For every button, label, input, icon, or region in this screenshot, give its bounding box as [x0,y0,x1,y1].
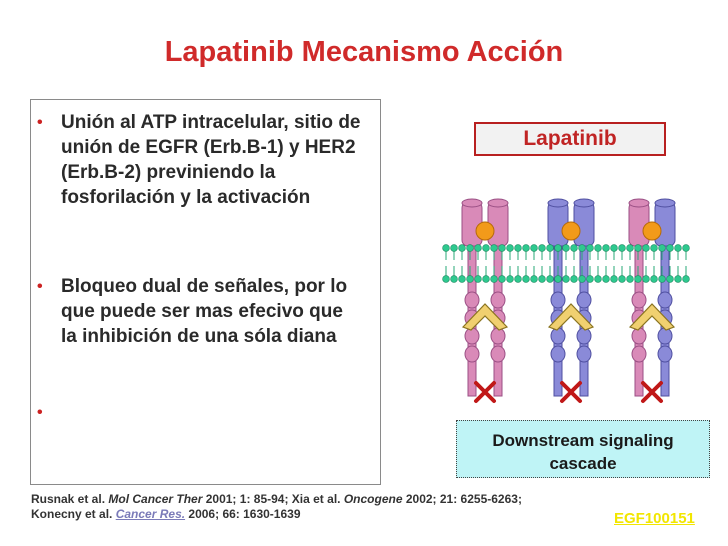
lipid-head [523,276,530,283]
kinase-domain [632,292,646,308]
lipid-head [675,245,682,252]
kinase-domain [465,346,479,362]
blocked-x-icon [643,383,661,401]
lipid-head [547,245,554,252]
lipid-head [531,245,538,252]
lipid-head [499,276,506,283]
lipid-head [443,276,450,283]
bullet-dot-icon: • [37,114,43,131]
cell-membrane [443,245,690,283]
lipid-head [499,245,506,252]
lipid-head [507,245,514,252]
bullet-text: Bloqueo dual de señales, por lo que puede ser mas efecivo que la inhibición de una sóla diana [61,276,348,347]
kinase-domain [491,346,505,362]
lipid-head [571,245,578,252]
lipid-head [611,276,618,283]
receptor-cap [462,199,482,207]
lipid-head [523,245,530,252]
reference-line-2 [31,507,631,522]
lipid-head [467,245,474,252]
downstream-line2: cascade [549,454,617,473]
lipid-head [579,276,586,283]
references [31,492,631,522]
ref-text: Konecny et al. [31,507,116,521]
kinase-domain [632,346,646,362]
atp-binding-site-icon [643,222,661,240]
lipid-head [603,245,610,252]
lipid-head [451,245,458,252]
ref-journal: Oncogene [343,492,403,506]
lipid-head [515,245,522,252]
lipid-head [555,276,562,283]
lipid-head [627,276,634,283]
lipid-head [675,276,682,283]
ref-text: 2002; 21: 6255-6263; [402,492,522,506]
lipid-head [659,245,666,252]
lipid-head [563,245,570,252]
lipid-head [635,245,642,252]
lipid-head [643,276,650,283]
kinase-domain [491,292,505,308]
kinase-domain [577,328,591,344]
kinase-domain [465,328,479,344]
downstream-box [456,420,710,478]
receptor-cap [574,199,594,207]
lipid-head [451,276,458,283]
kinase-domain [551,328,565,344]
ref-journal: Mol Cancer Ther [108,492,203,506]
lipid-head [595,245,602,252]
receptor-cap [655,199,675,207]
kinase-domain [491,328,505,344]
lipid-head [483,245,490,252]
lipid-head [595,276,602,283]
lipid-head [651,245,658,252]
kinase-domain [465,292,479,308]
downstream-line1: Downstream signaling [492,431,674,450]
lipid-head [603,276,610,283]
atp-binding-site-icon [562,222,580,240]
lipid-head [459,245,466,252]
atp-binding-site-icon [476,222,494,240]
kinase-domain [551,346,565,362]
lipid-head [483,276,490,283]
lipid-head [579,245,586,252]
lipid-head [475,276,482,283]
blocked-x-icon [562,383,580,401]
reference-link[interactable]: Cancer Res. [115,507,186,521]
lipid-head [515,276,522,283]
receptor-cap [629,199,649,207]
lipid-head [619,245,626,252]
slide-code: EGF100151 [614,510,695,527]
lipid-head [539,276,546,283]
lipid-head [475,245,482,252]
lipid-head [667,245,674,252]
ref-text: Rusnak et al. [31,492,109,506]
lipid-head [459,276,466,283]
lipid-head [683,245,690,252]
lipid-head [491,276,498,283]
slide-title: Lapatinib Mecanismo Acción [164,36,564,68]
lipid-head [635,276,642,283]
lipid-head [571,276,578,283]
lipid-head [627,245,634,252]
lipid-head [659,276,666,283]
kinase-domain [632,328,646,344]
lipid-head [587,276,594,283]
reference-line-1 [31,492,631,507]
ref-text: 2006; 66: 1630-1639 [185,507,301,521]
kinase-domain [658,346,672,362]
kinase-domain [551,292,565,308]
kinase-domain [658,328,672,344]
lipid-head [539,245,546,252]
lipid-head [667,276,674,283]
bullet-text: Unión al ATP intracelular, sitio de unión de EGFR (Erb.B-1) y HER2 (Erb.B-2) previniendo la fosforilación y la activación [61,112,361,208]
kinase-domain [577,292,591,308]
lapatinib-label: Lapatinib [474,122,666,156]
lipid-head [467,276,474,283]
kinase-domain [658,292,672,308]
bullet-dot-icon: • [37,278,43,295]
lipid-head [611,245,618,252]
lipid-head [555,245,562,252]
lipid-head [651,276,658,283]
lipid-head [587,245,594,252]
lipid-head [547,276,554,283]
receptor-cap [488,199,508,207]
kinase-domain [577,346,591,362]
lipid-head [643,245,650,252]
lipid-head [683,276,690,283]
blocked-x-icon [476,383,494,401]
ref-text: 2001; 1: 85-94; Xia et al. [202,492,344,506]
lipid-head [563,276,570,283]
lipid-head [507,276,514,283]
lipid-head [619,276,626,283]
lipid-head [443,245,450,252]
receptor-cap [548,199,568,207]
lipid-head [491,245,498,252]
bullet-dot-icon: • [37,404,43,421]
lipid-head [531,276,538,283]
